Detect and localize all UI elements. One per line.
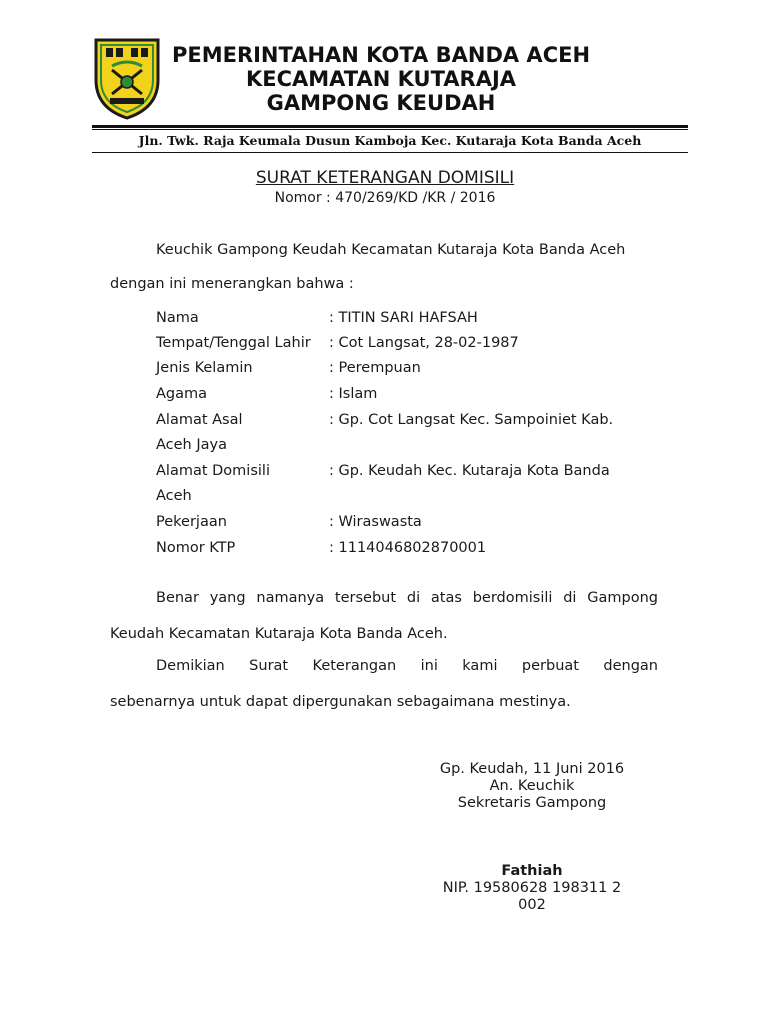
field-label-jk: Jenis Kelamin (156, 360, 253, 376)
header-rule-top-thin (92, 129, 688, 130)
closing-line2: sebenarnya untuk dapat dipergunakan sebagaimana mestinya. (110, 694, 571, 710)
signature-nip-cont: 002 (518, 897, 546, 913)
signature-role: Sekretaris Gampong (457, 795, 607, 811)
field-value-domisili: : Gp. Keudah Kec. Kutaraja Kota Banda (329, 463, 610, 479)
letter-title: SURAT KETERANGAN DOMISILI (255, 168, 515, 188)
field-label-ttl: Tempat/Tenggal Lahir (156, 335, 311, 351)
field-value-jk: : Perempuan (329, 360, 421, 376)
field-value-ttl: : Cot Langsat, 28-02-1987 (329, 335, 519, 351)
field-value-asal: : Gp. Cot Langsat Kec. Sampoiniet Kab. (329, 412, 614, 428)
field-value-agama: : Islam (329, 386, 378, 402)
field-label-ktp: Nomor KTP (156, 540, 236, 556)
field-value-pekerjaan: : Wiraswasta (329, 514, 422, 530)
letterhead-line1: PEMERINTAHAN KOTA BANDA ACEH (171, 43, 591, 67)
field-label-pekerjaan: Pekerjaan (156, 514, 227, 530)
intro-line1: Keuchik Gampong Keudah Kecamatan Kutaraja Kota Banda Aceh (156, 242, 626, 258)
intro-line2: dengan ini menerangkan bahwa : (110, 276, 354, 292)
field-label-domisili: Alamat Domisili (156, 463, 270, 479)
header-rule-bottom (92, 152, 688, 153)
field-value-nama: : TITIN SARI HAFSAH (329, 310, 478, 326)
signature-place-date: Gp. Keudah, 11 Juni 2016 (439, 761, 625, 777)
letterhead-line2: KECAMATAN KUTARAJA (245, 67, 517, 91)
statement-line2: Keudah Kecamatan Kutaraja Kota Banda Aceh. (110, 626, 448, 642)
letterhead-line3: GAMPONG KEUDAH (266, 91, 496, 115)
field-label-asal: Alamat Asal (156, 412, 243, 428)
field-label-nama: Nama (156, 310, 199, 326)
city-emblem-logo (92, 36, 162, 120)
header-rule-top (92, 125, 688, 128)
signature-on-behalf: An. Keuchik (489, 778, 575, 794)
signature-name: Fathiah (501, 863, 563, 879)
letterhead-address: Jln. Twk. Raja Keumala Dusun Kamboja Kec. Kutaraja Kota Banda Aceh (138, 133, 642, 148)
statement-line1: Benar yang namanya tersebut di atas berdomisili di Gampong (156, 590, 658, 606)
signature-nip: NIP. 19580628 198311 2 (442, 880, 622, 896)
letter-number: Nomor : 470/269/KD /KR / 2016 (274, 190, 496, 206)
closing-line1: Demikian Surat Keterangan ini kami perbuat dengan (156, 658, 658, 674)
field-label-agama: Agama (156, 386, 208, 402)
field-value-ktp: : 1114046802870001 (329, 540, 487, 556)
field-value-asal-cont: Aceh Jaya (156, 437, 227, 453)
field-value-domisili-cont: Aceh (156, 488, 192, 504)
